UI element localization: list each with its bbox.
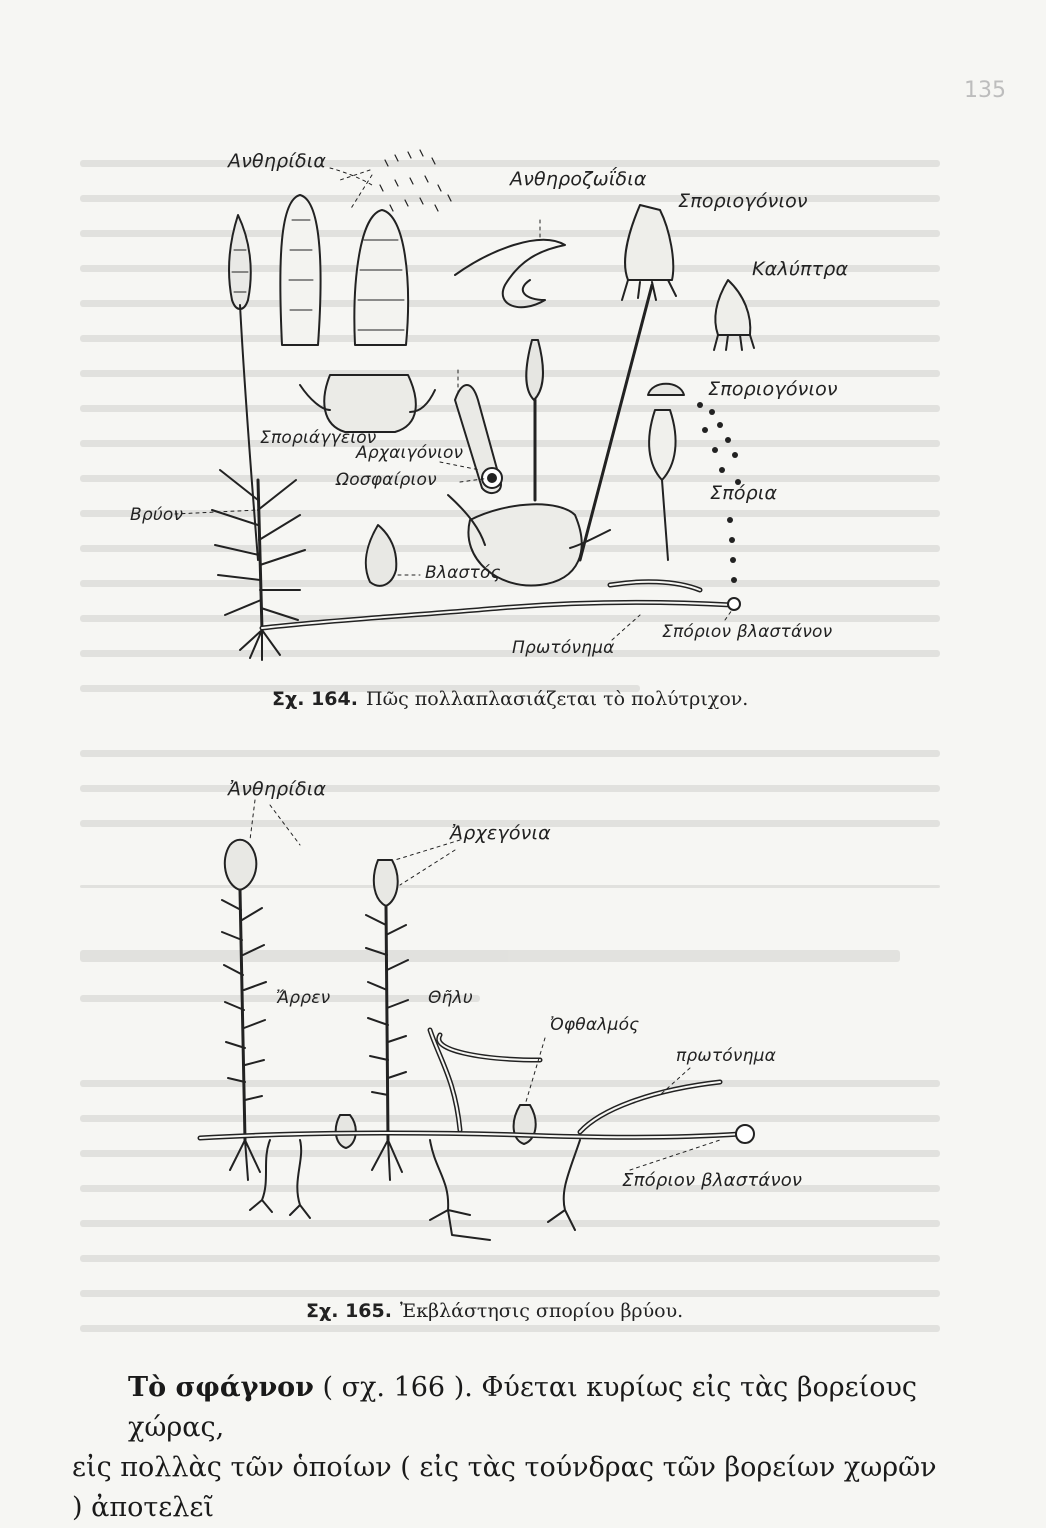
open-capsule <box>649 410 675 480</box>
sporogonium-seta <box>580 285 652 560</box>
label-sporangeion: Σποριάγγειον <box>260 428 377 448</box>
label-archegonion: Αρχαιγόνιον <box>356 443 464 463</box>
operculum <box>648 384 684 395</box>
label-antheridia: Ἀνθηρίδια <box>228 778 327 800</box>
caption-number: Σχ. 165. <box>306 1300 392 1322</box>
label-sporogonion-top: Σποριογόνιον <box>678 190 808 212</box>
antheridium <box>280 195 320 345</box>
label-oosphairion: Ωοσφαίριον <box>336 470 437 490</box>
germinating-spore-circle <box>736 1125 754 1143</box>
label-bud: Ὀφθαλμός <box>550 1015 640 1035</box>
label-bryon: Βρύον <box>130 505 184 525</box>
label-female: Θῆλυ <box>428 988 473 1008</box>
female-head <box>374 860 398 906</box>
bud <box>366 525 396 586</box>
caption-text: Πῶς πολλαπλασιάζεται τὸ πολύτριχον. <box>366 688 749 710</box>
label-antherozoids: Ανθηροζωΐδια <box>510 168 647 190</box>
label-spores: Σπόρια <box>710 482 778 504</box>
bud-right <box>514 1105 536 1144</box>
label-protonema: πρωτόνημα <box>676 1046 776 1066</box>
caption-text: Ἐκβλάστησις σπορίου βρύου. <box>400 1300 684 1322</box>
calyptra-shape <box>715 280 750 335</box>
label-protonema: Πρωτόνημα <box>512 638 615 658</box>
label-blastos: Βλαστός <box>425 563 501 583</box>
label-germinating-spore: Σπόριον βλαστάνον <box>662 622 833 642</box>
lead-term: Τὸ σφάγνον <box>128 1372 314 1403</box>
label-germinating-spore: Σπόριον βλαστάνον <box>622 1170 803 1191</box>
figure-165-illustration <box>0 760 1046 1320</box>
antheridia-base <box>324 375 416 432</box>
germinating-spore-circle <box>728 598 740 610</box>
body-paragraph <box>72 1368 940 1528</box>
antherozoid-dots <box>380 150 451 211</box>
body-line-1 <box>128 1368 940 1448</box>
antherozoid-spiral <box>455 240 565 307</box>
page-number: 135 <box>964 78 1006 103</box>
figure-165 <box>0 760 1046 1360</box>
figure-164-illustration <box>0 0 1046 730</box>
moss-capsule <box>229 215 251 309</box>
label-calyptra: Καλύπτρα <box>752 258 849 280</box>
body-line-1-text: ( σχ. 166 ). Φύεται κυρίως εἰς τὰς βορείους χώρας, <box>128 1372 917 1443</box>
label-sporogonion-mid: Σποριογόνιον <box>708 378 838 400</box>
antheridium <box>354 210 408 345</box>
label-antheridia: Ανθηρίδια <box>228 150 327 172</box>
body-line-2: εἰς πολλὰς τῶν ὁποίων ( εἰς τὰς τούνδρας τῶν βορείων χωρῶν ) ἀποτελεῖ <box>72 1452 937 1523</box>
label-archegonia: Ἀρχεγόνια <box>450 822 551 844</box>
sporogonium-capsule <box>625 205 673 280</box>
label-male: Ἄρρεν <box>276 988 331 1008</box>
caption-fig-164 <box>272 688 748 710</box>
figure-164 <box>0 0 1046 730</box>
caption-number: Σχ. 164. <box>272 688 358 710</box>
young-capsule <box>526 340 543 400</box>
male-head <box>225 840 257 890</box>
caption-fig-165 <box>306 1300 683 1322</box>
